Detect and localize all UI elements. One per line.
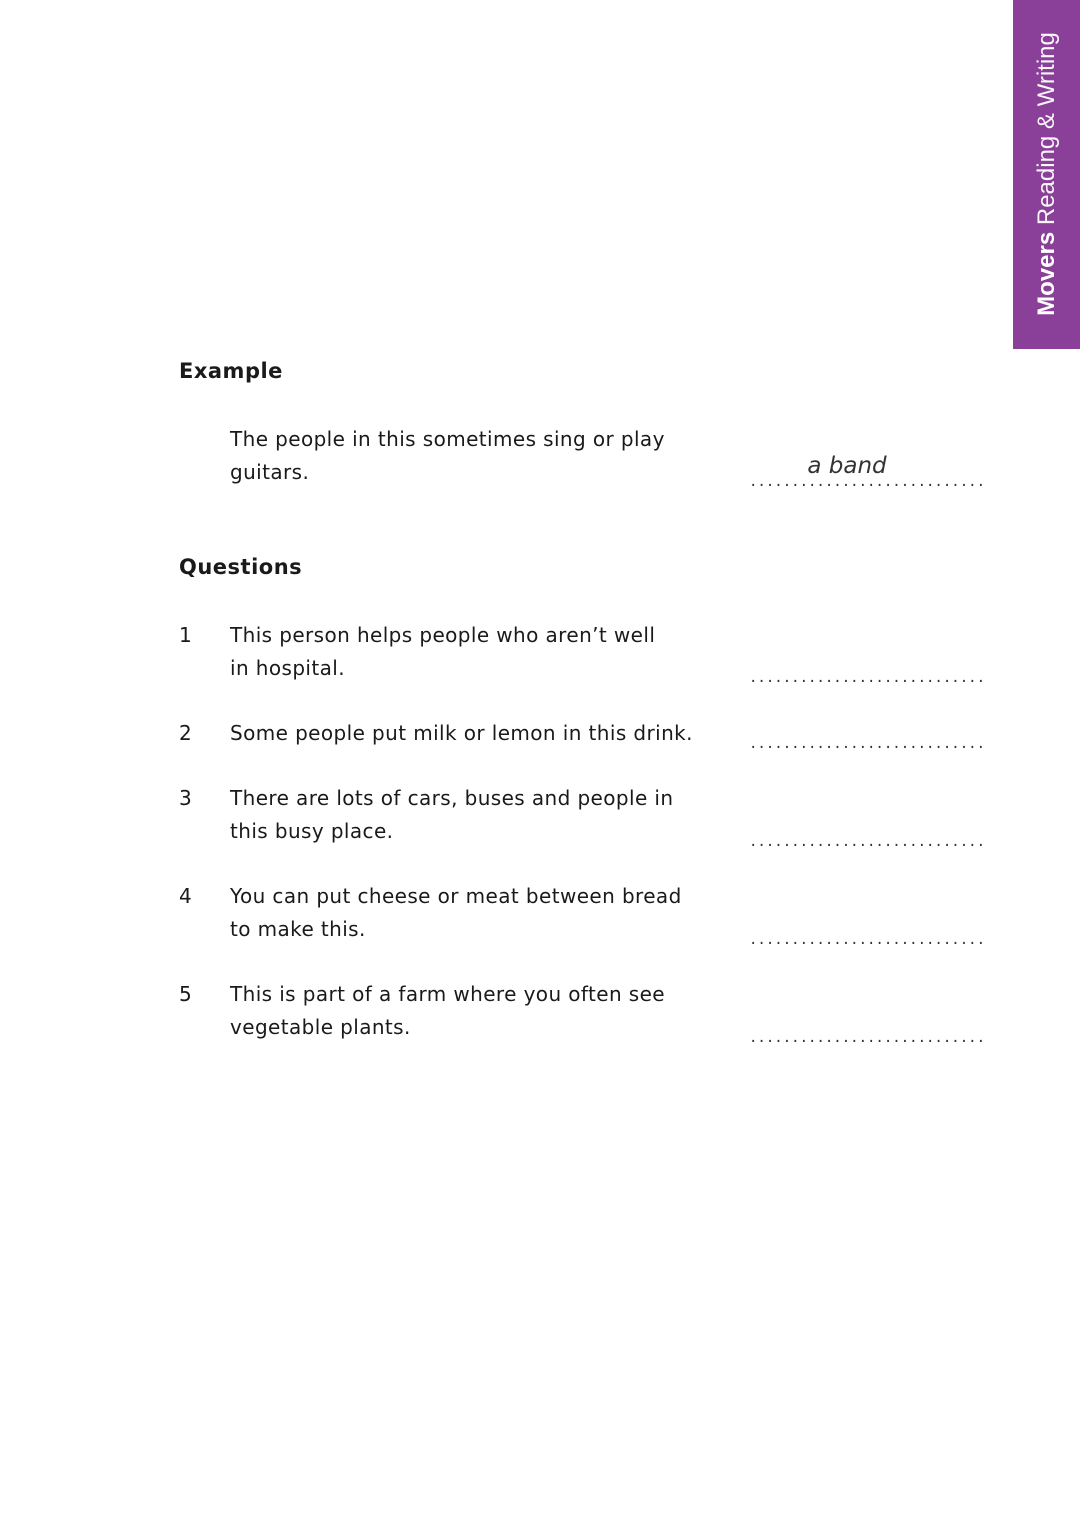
answer-input[interactable] xyxy=(749,809,986,850)
side-tab-paper: Reading & Writing xyxy=(1032,32,1060,226)
side-tab-level: Movers xyxy=(1032,231,1060,316)
answer-dotted-line: ............................ xyxy=(749,736,986,752)
answer-dotted-line: ............................ xyxy=(749,1030,986,1046)
side-tab-label xyxy=(1032,32,1060,316)
question-number: 4 xyxy=(179,884,192,908)
question-text: This is part of a farm where you often see vegetable plants. xyxy=(230,982,666,1039)
question-number: 2 xyxy=(179,721,192,745)
question-text: Some people put milk or lemon in this drink. xyxy=(230,721,693,745)
section-side-tab xyxy=(1013,0,1080,349)
question-text: You can put cheese or meat between bread to make this. xyxy=(230,884,682,941)
answer-input[interactable] xyxy=(749,907,986,948)
question-text: There are lots of cars, buses and people in this busy place. xyxy=(230,786,674,843)
question-number: 1 xyxy=(179,623,192,647)
answer-input[interactable] xyxy=(749,645,986,686)
answer-dotted-line: ............................ xyxy=(749,932,986,948)
answer-dotted-line: ............................ xyxy=(749,474,986,490)
answer-dotted-line: ............................ xyxy=(749,670,986,686)
questions-heading: Questions xyxy=(179,555,303,579)
example-answer-field xyxy=(749,449,986,490)
question-number: 3 xyxy=(179,786,192,810)
example-heading: Example xyxy=(179,359,283,383)
answer-dotted-line: ............................ xyxy=(749,834,986,850)
question-text: This person helps people who aren’t well in hospital. xyxy=(230,623,656,680)
answer-input[interactable] xyxy=(749,711,986,752)
answer-input[interactable] xyxy=(749,1005,986,1046)
example-text: The people in this sometimes sing or play guitars. xyxy=(230,427,665,484)
example-answer: a band xyxy=(807,453,887,479)
question-number: 5 xyxy=(179,982,192,1006)
